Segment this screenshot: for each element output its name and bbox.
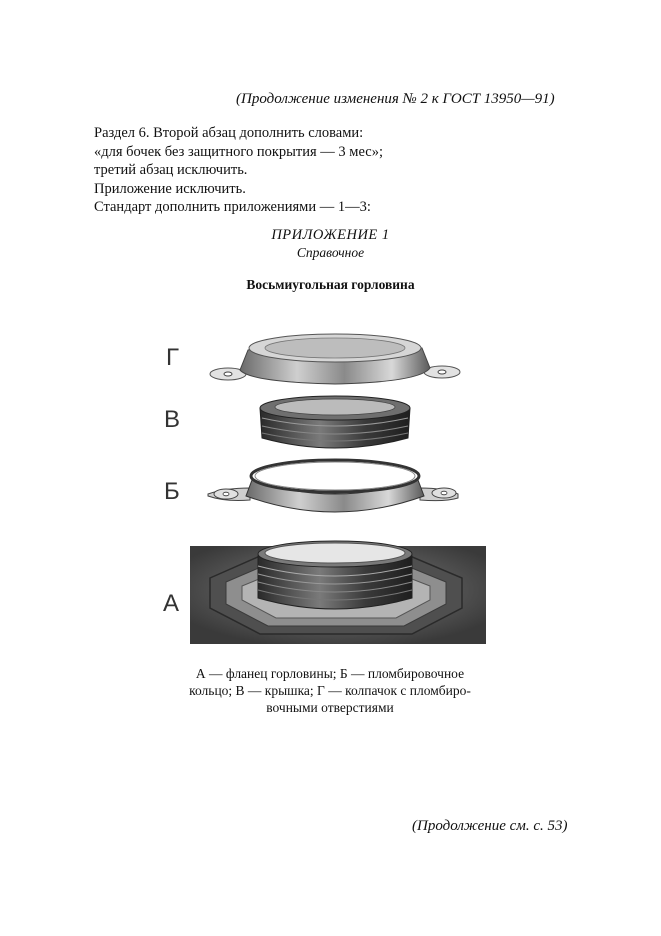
caption-line: кольцо; В — крышка; Г — колпачок с пломбиро- xyxy=(189,683,471,698)
sealing-ring-part xyxy=(208,460,458,512)
body-text xyxy=(94,124,383,217)
figure-title: Восьмиугольная горловина xyxy=(246,277,415,292)
footer-continuation: (Продолжение см. с. 53) xyxy=(412,818,568,834)
header-continuation: (Продолжение изменения № 2 к ГОСТ 13950—91) xyxy=(236,91,555,107)
figure-caption xyxy=(160,665,500,716)
flange-part xyxy=(190,541,486,644)
cover-part xyxy=(260,396,410,448)
body-line: Раздел 6. Второй абзац дополнить словами: xyxy=(94,125,364,141)
appendix-subtitle: Справочное xyxy=(296,245,365,260)
body-line: третий абзац исключить. xyxy=(94,162,248,178)
body-line: «для бочек без защитного покрытия — 3 мес»; xyxy=(94,143,383,160)
caption-line: А — фланец горловины; Б — пломбировочное xyxy=(195,666,465,681)
body-line: Приложение исключить. xyxy=(94,180,246,197)
body-line: Стандарт дополнить приложениями — 1—3: xyxy=(94,199,371,215)
label-v: В xyxy=(164,406,181,433)
appendix-title: ПРИЛОЖЕНИЕ 1 xyxy=(271,227,390,243)
label-a: А xyxy=(163,590,180,617)
label-g: Г xyxy=(166,344,179,371)
label-b: Б xyxy=(164,478,180,505)
octagonal-neck-illustration xyxy=(150,320,500,650)
cap-part xyxy=(210,334,460,384)
caption-line: вочными отверстиями xyxy=(266,700,394,715)
